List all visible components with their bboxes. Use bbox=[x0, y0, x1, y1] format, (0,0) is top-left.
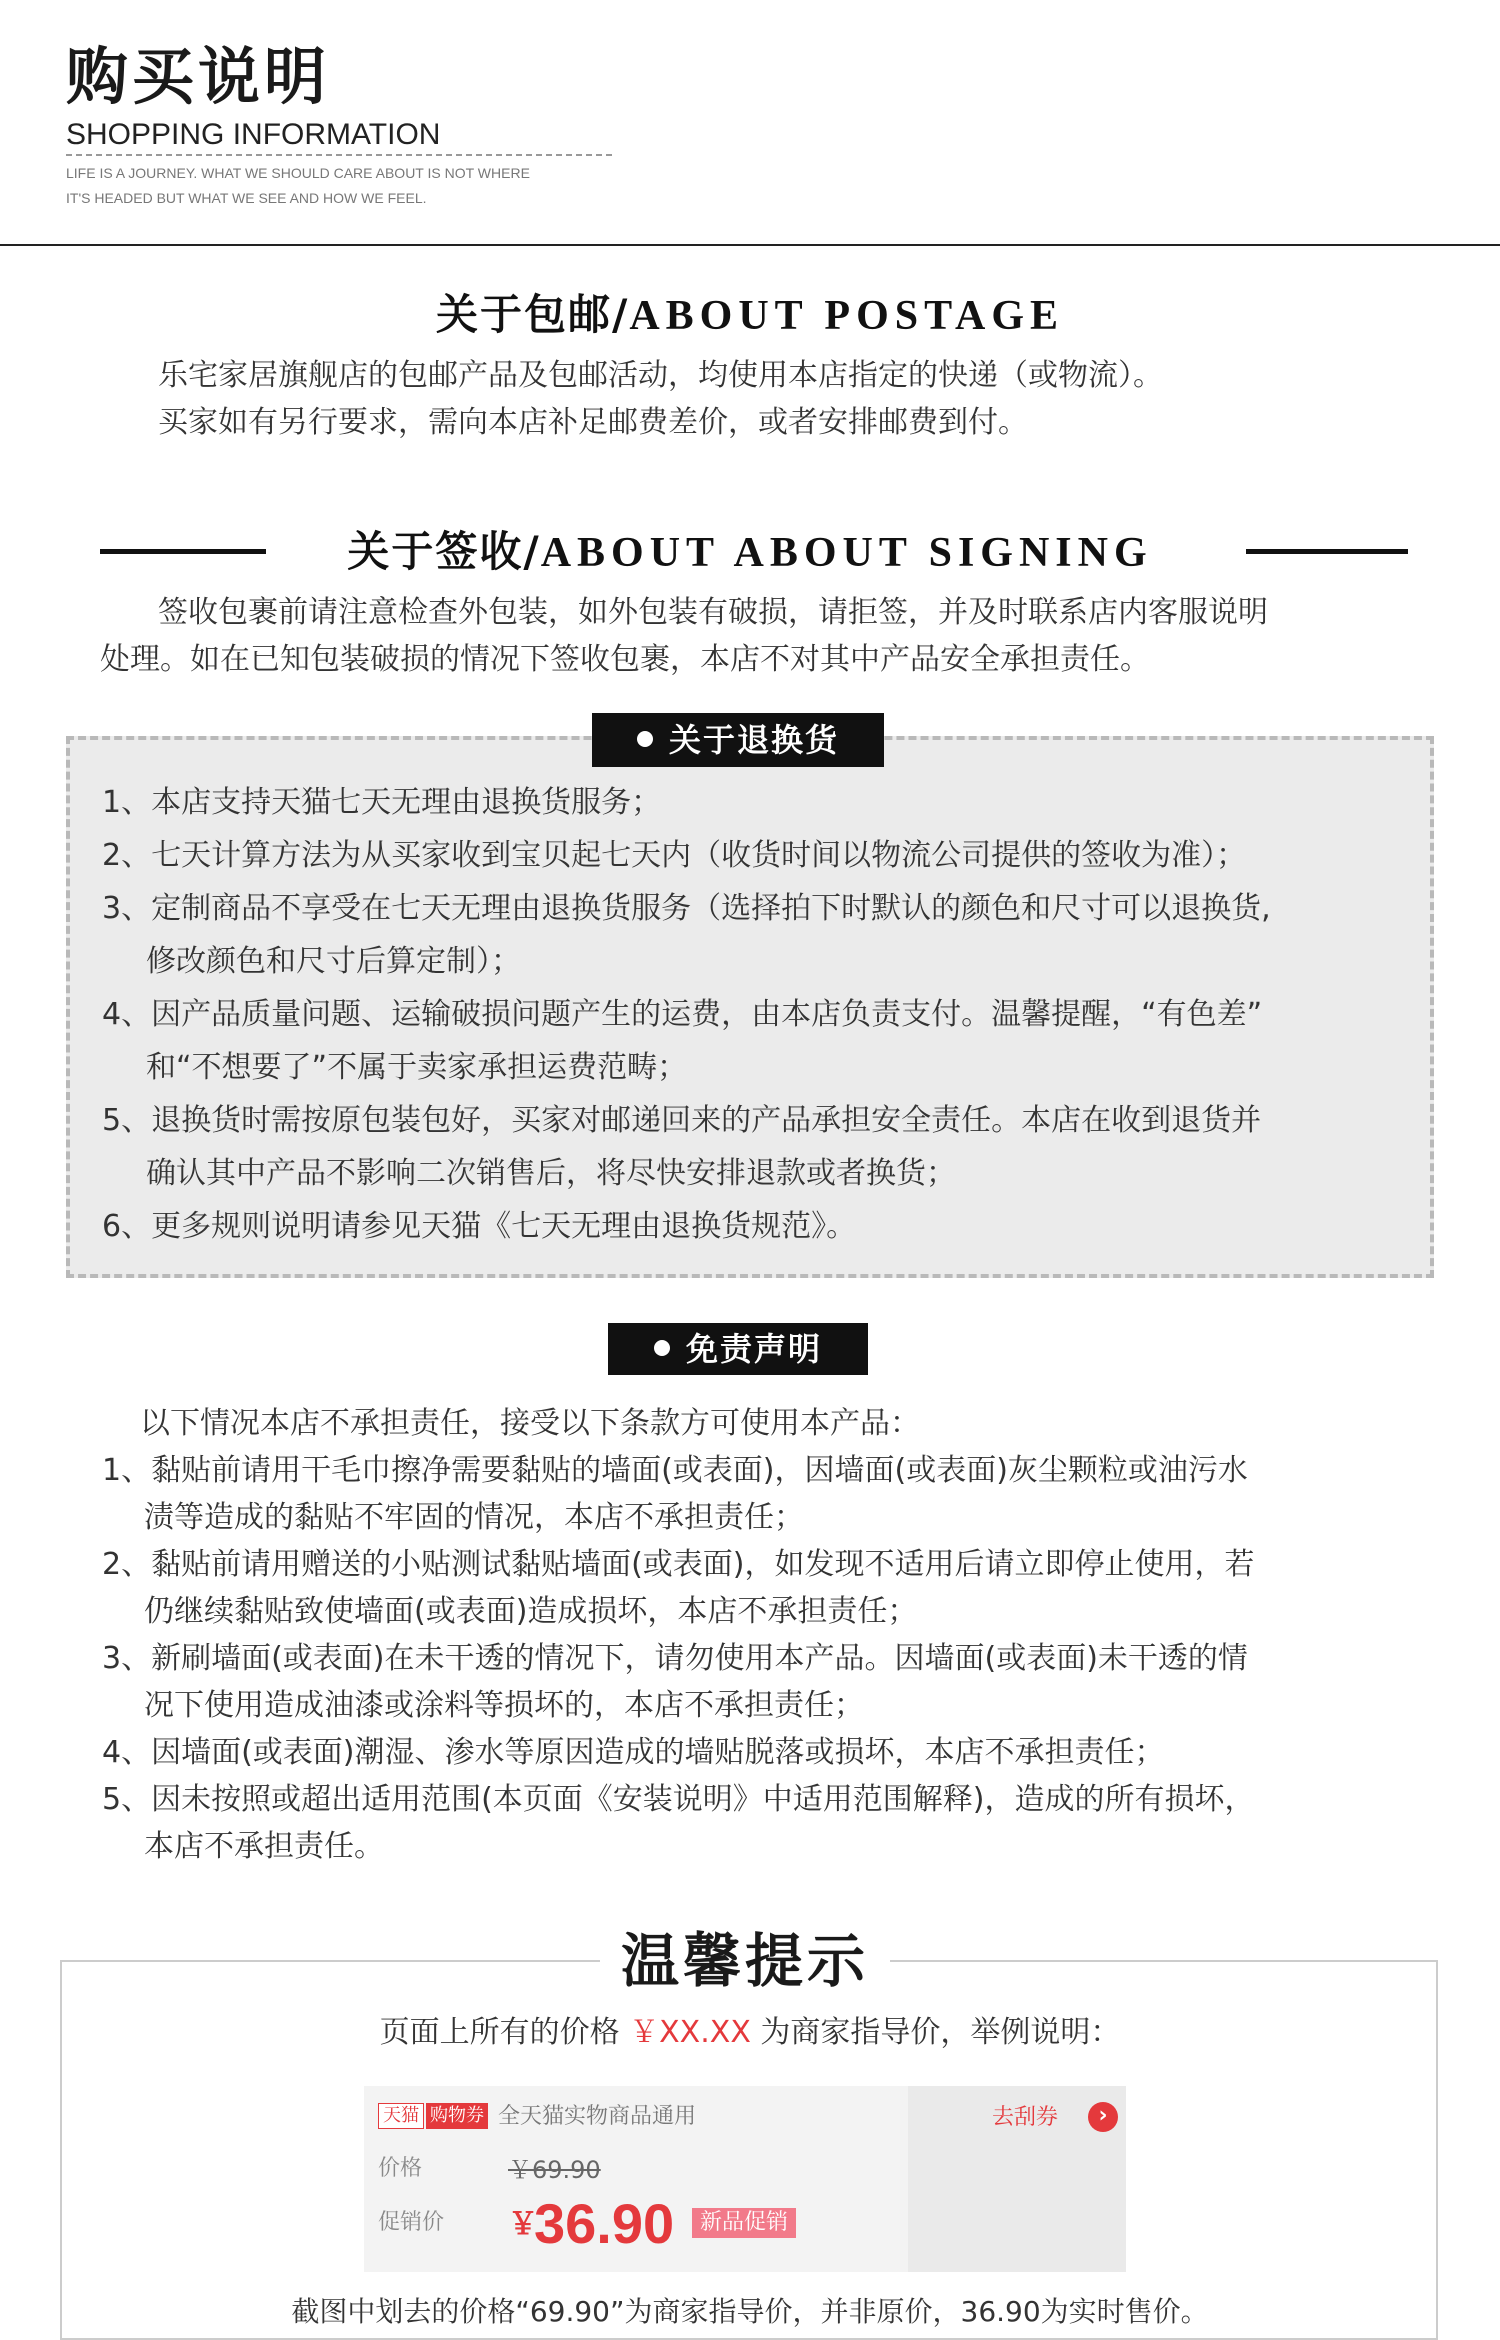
header-tagline: IT'S HEADED BUT WHAT WE SEE AND HOW WE FEEL. bbox=[66, 190, 427, 206]
tips-footnote: 截图中划去的价格“69.90”为商家指导价，并非原价，36.90为实时售价。 bbox=[291, 2295, 1209, 2328]
header-tagline: LIFE IS A JOURNEY. WHAT WE SHOULD CARE ABOUT IS NOT WHERE bbox=[66, 165, 530, 181]
coupon-tag: 购物券 bbox=[426, 2103, 488, 2129]
signing-heading-en: ABOUT ABOUT SIGNING bbox=[540, 530, 1153, 576]
coupon-desc: 全天猫实物商品通用 bbox=[498, 2104, 697, 2129]
returns-item: 3、定制商品不享受在七天无理由退换货服务（选择拍下时默认的颜色和尺寸可以退换货, bbox=[102, 891, 1271, 926]
promo-price: 36.90 bbox=[534, 2192, 675, 2255]
returns-item: 2、七天计算方法为从买家收到宝贝起七天内（收货时间以物流公司提供的签收为准）； bbox=[102, 838, 1247, 873]
disclaimer-item: 仍继续黏贴致使墙面(或表面)造成损坏，本店不承担责任； bbox=[144, 1594, 918, 1629]
page-subtitle: SHOPPING INFORMATION bbox=[66, 118, 441, 151]
promo-price-label: 促销价 bbox=[378, 2210, 445, 2235]
returns-title: 关于退换货 bbox=[668, 721, 839, 759]
signing-text: 签收包裹前请注意检查外包装，如外包装有破损，请拒签，并及时联系店内客服说明 bbox=[158, 595, 1268, 630]
postage-heading bbox=[0, 290, 1500, 339]
tips-line-before: 页面上所有的价格 bbox=[379, 2015, 620, 2050]
bullet-dot-icon bbox=[654, 1340, 670, 1356]
disclaimer-item: 2、黏贴前请用赠送的小贴测试黏贴墙面(或表面)，如发现不适用后请立即停止使用，若 bbox=[102, 1547, 1255, 1582]
chevron-right-icon[interactable]: › bbox=[1088, 2102, 1118, 2132]
returns-tab bbox=[592, 713, 884, 767]
scratch-coupon-link[interactable]: 去刮券 bbox=[992, 2105, 1059, 2130]
tips-line bbox=[0, 2015, 1500, 2050]
header-divider bbox=[66, 154, 612, 156]
tips-title: 温馨提示 bbox=[600, 1926, 890, 1996]
signing-text: 处理。如在已知包装破损的情况下签收包裹，本店不对其中产品安全承担责任。 bbox=[100, 642, 1150, 677]
disclaimer-item: 3、新刷墙面(或表面)在未干透的情况下，请勿使用本产品。因墙面(或表面)未干透的情 bbox=[102, 1641, 1248, 1676]
returns-item: 4、因产品质量问题、运输破损问题产生的运费，由本店负责支付。温馨提醒，“有色差” bbox=[102, 997, 1263, 1032]
disclaimer-item: 5、因未按照或超出适用范围(本页面《安装说明》中适用范围解释)，造成的所有损坏， bbox=[102, 1782, 1255, 1817]
returns-item: 5、退换货时需按原包装包好，买家对邮递回来的产品承担安全责任。本店在收到退货并 bbox=[102, 1103, 1262, 1138]
tmall-tag: 天猫 bbox=[378, 2103, 424, 2129]
new-product-badge: 新品促销 bbox=[692, 2208, 796, 2238]
guide-price: ￥69.90 bbox=[508, 2156, 601, 2184]
disclaimer-item: 1、黏贴前请用干毛巾擦净需要黏贴的墙面(或表面)，因墙面(或表面)灰尘颗粒或油污水 bbox=[102, 1453, 1248, 1488]
returns-item: 6、更多规则说明请参见天猫《七天无理由退换货规范》。 bbox=[102, 1209, 857, 1244]
disclaimer-item: 本店不承担责任。 bbox=[144, 1829, 384, 1864]
disclaimer-intro: 以下情况本店不承担责任，接受以下条款方可使用本产品： bbox=[140, 1406, 920, 1441]
disclaimer-item: 况下使用造成油漆或涂料等损坏的，本店不承担责任； bbox=[144, 1688, 864, 1723]
page-title: 购买说明 bbox=[66, 40, 331, 113]
bullet-dot-icon bbox=[637, 731, 653, 747]
header-rule bbox=[0, 244, 1500, 246]
price-label: 价格 bbox=[378, 2156, 423, 2181]
disclaimer-item: 渍等造成的黏贴不牢固的情况，本店不承担责任； bbox=[144, 1500, 804, 1535]
disclaimer-tab bbox=[608, 1323, 868, 1375]
postage-heading-cn: 关于包邮/ bbox=[435, 290, 630, 339]
disclaimer-item: 4、因墙面(或表面)潮湿、渗水等原因造成的墙贴脱落或损坏，本店不承担责任； bbox=[102, 1735, 1165, 1770]
signing-heading-cn: 关于签收/ bbox=[347, 527, 541, 576]
postage-text: 乐宅家居旗舰店的包邮产品及包邮活动，均使用本店指定的快递（或物流）。 bbox=[158, 358, 1163, 393]
returns-item: 和“不想要了”不属于卖家承担运费范畴； bbox=[146, 1050, 688, 1085]
postage-heading-en: ABOUT POSTAGE bbox=[629, 293, 1065, 339]
returns-item: 1、本店支持天猫七天无理由退换货服务； bbox=[102, 785, 662, 820]
returns-item: 确认其中产品不影响二次销售后，将尽快安排退款或者换货； bbox=[146, 1156, 956, 1191]
signing-heading bbox=[0, 527, 1500, 576]
currency-symbol: ￥ bbox=[508, 2207, 538, 2242]
postage-text: 买家如有另行要求，需向本店补足邮费差价，或者安排邮费到付。 bbox=[158, 405, 1028, 440]
tips-line-after: 为商家指导价，举例说明： bbox=[760, 2015, 1121, 2050]
disclaimer-title: 免责声明 bbox=[685, 1330, 822, 1368]
price-placeholder: ￥XX.XX bbox=[629, 2015, 751, 2050]
returns-item: 修改颜色和尺寸后算定制）； bbox=[146, 944, 521, 979]
